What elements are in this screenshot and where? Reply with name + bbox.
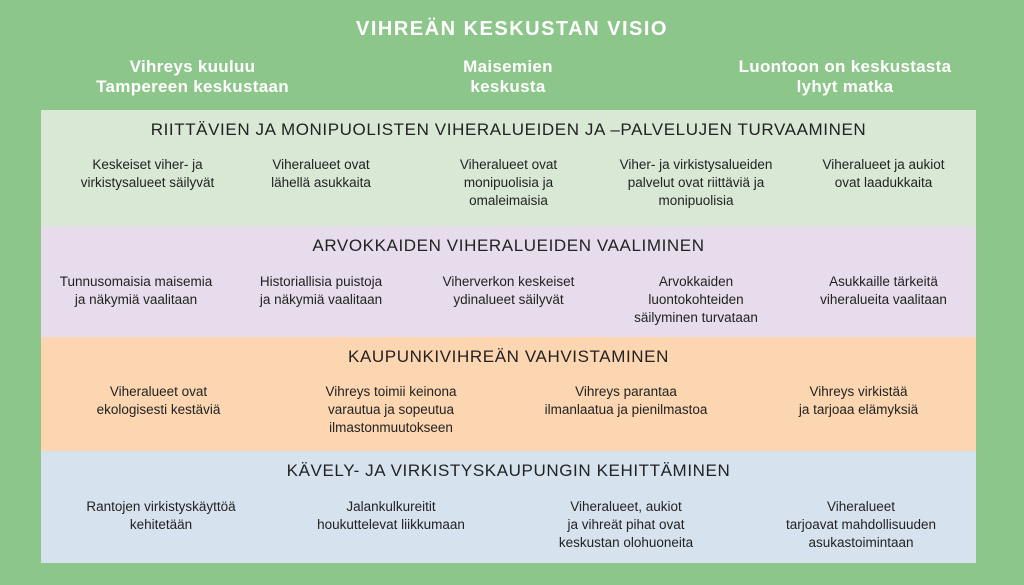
- band-item: Viher- ja virkistysalueiden palvelut ovat riittäviä ja monipuolisia: [619, 157, 773, 208]
- band-item: Vihreys virkistää ja tarjoaa elämyksiä: [798, 384, 919, 417]
- band-item: Viherverkon keskeiset ydinalueet säilyvät: [442, 274, 575, 307]
- band-item: Viheralueet, aukiot ja vihreät pihat ovat keskustan olohuoneita: [558, 499, 694, 550]
- vision-statements: [0, 57, 1024, 101]
- band-item: Viheralueet ovat lähellä asukkaita: [271, 157, 371, 190]
- band-item: Tunnusomaisia maisemia ja näkymiä vaalitaan: [59, 274, 213, 307]
- band-title: RIITTÄVIEN JA MONIPUOLISTEN VIHERALUEIDEN JA –PALVELUJEN TURVAAMINEN: [150, 120, 867, 139]
- band-item: Viheralueet tarjoavat mahdollisuuden asukastoimintaan: [785, 499, 937, 550]
- band-valuable-green-areas: [41, 226, 976, 337]
- band-walking-recreation: [41, 451, 976, 563]
- band-item: Rantojen virkistyskäyttöä kehitetään: [86, 499, 236, 532]
- band-item: Arvokkaiden luontokohteiden säilyminen turvataan: [634, 274, 758, 325]
- diagram-title: VIHREÄN KESKUSTAN VISIO: [356, 18, 668, 40]
- band-title: KAUPUNKIVIHREÄN VAHVISTAMINEN: [348, 347, 669, 366]
- band-item: Jalankulkureitit houkuttelevat liikkumaan: [317, 499, 465, 532]
- vision-1: Vihreys kuuluu Tampereen keskustaan: [96, 57, 289, 96]
- vision-3: Luontoon on keskustasta lyhyt matka: [738, 57, 952, 96]
- band-item: Viheralueet ja aukiot ovat laadukkaita: [822, 157, 945, 190]
- band-item: Keskeiset viher- ja virkistysalueet säilyvät: [80, 157, 215, 190]
- band-item: Viheralueet ovat ekologisesti kestäviä: [96, 384, 221, 417]
- band-item: Asukkaille tärkeitä viheralueita vaalitaan: [820, 274, 947, 307]
- band-item: Vihreys toimii keinona varautua ja sopeutua ilmastonmuutokseen: [325, 384, 457, 435]
- vision-2: Maisemien keskusta: [463, 57, 553, 96]
- band-item: Historiallisia puistoja ja näkymiä vaalitaan: [259, 274, 383, 307]
- band-title: KÄVELY- JA VIRKISTYSKAUPUNGIN KEHITTÄMINEN: [286, 461, 731, 480]
- band-title: ARVOKKAIDEN VIHERALUEIDEN VAALIMINEN: [312, 236, 705, 255]
- band-item: Vihreys parantaa ilmanlaatua ja pienilmastoa: [544, 384, 708, 417]
- band-item: Viheralueet ovat monipuolisia ja omaleimaisia: [459, 157, 558, 208]
- band-urban-green: [41, 337, 976, 451]
- band-green-areas-services: [41, 110, 976, 226]
